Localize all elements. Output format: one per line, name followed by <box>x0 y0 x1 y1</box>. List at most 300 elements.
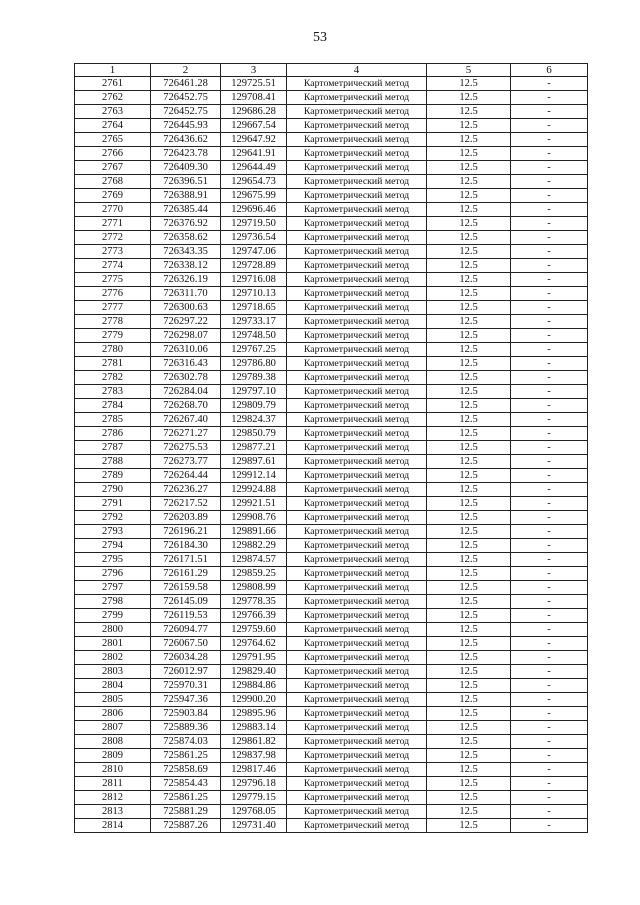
table-row <box>75 525 588 539</box>
table-row <box>75 119 588 133</box>
accuracy-cell: 12.5 <box>427 203 511 217</box>
coord-x-cell: 726300.63 <box>151 301 221 315</box>
note-cell: - <box>511 175 588 189</box>
table-row <box>75 609 588 623</box>
table-row <box>75 777 588 791</box>
method-cell: Картометрический метод <box>287 763 427 777</box>
accuracy-cell: 12.5 <box>427 147 511 161</box>
coord-x-cell: 725947.36 <box>151 693 221 707</box>
point-number-cell: 2777 <box>75 301 151 315</box>
coord-x-cell: 725889.36 <box>151 721 221 735</box>
point-number-cell: 2761 <box>75 77 151 91</box>
accuracy-cell: 12.5 <box>427 133 511 147</box>
table-row <box>75 147 588 161</box>
method-cell: Картометрический метод <box>287 483 427 497</box>
coord-x-cell: 726343.35 <box>151 245 221 259</box>
table-row <box>75 329 588 343</box>
point-number-cell: 2790 <box>75 483 151 497</box>
point-number-cell: 2803 <box>75 665 151 679</box>
coord-x-cell: 726267.40 <box>151 413 221 427</box>
point-number-cell: 2763 <box>75 105 151 119</box>
accuracy-cell: 12.5 <box>427 791 511 805</box>
method-cell: Картометрический метод <box>287 287 427 301</box>
accuracy-cell: 12.5 <box>427 259 511 273</box>
note-cell: - <box>511 399 588 413</box>
method-cell: Картометрический метод <box>287 749 427 763</box>
coord-y-cell: 129708.41 <box>221 91 287 105</box>
table-row <box>75 175 588 189</box>
coord-x-cell: 726302.78 <box>151 371 221 385</box>
table-row <box>75 315 588 329</box>
coord-x-cell: 726094.77 <box>151 623 221 637</box>
coord-y-cell: 129731.40 <box>221 819 287 833</box>
point-number-cell: 2783 <box>75 385 151 399</box>
coord-x-cell: 726034.28 <box>151 651 221 665</box>
table-row <box>75 805 588 819</box>
coord-x-cell: 726358.62 <box>151 231 221 245</box>
table-row <box>75 735 588 749</box>
method-cell: Картометрический метод <box>287 427 427 441</box>
table-body <box>75 77 588 833</box>
coord-y-cell: 129884.86 <box>221 679 287 693</box>
coord-y-cell: 129696.46 <box>221 203 287 217</box>
accuracy-cell: 12.5 <box>427 189 511 203</box>
table-row <box>75 679 588 693</box>
method-cell: Картометрический метод <box>287 147 427 161</box>
method-cell: Картометрический метод <box>287 91 427 105</box>
table-row <box>75 791 588 805</box>
accuracy-cell: 12.5 <box>427 735 511 749</box>
method-cell: Картометрический метод <box>287 105 427 119</box>
note-cell: - <box>511 581 588 595</box>
note-cell: - <box>511 441 588 455</box>
header-cell-5: 5 <box>427 64 511 77</box>
point-number-cell: 2771 <box>75 217 151 231</box>
coord-y-cell: 129766.39 <box>221 609 287 623</box>
accuracy-cell: 12.5 <box>427 707 511 721</box>
coord-y-cell: 129921.51 <box>221 497 287 511</box>
table-row <box>75 105 588 119</box>
coord-x-cell: 725854.43 <box>151 777 221 791</box>
coord-x-cell: 726388.91 <box>151 189 221 203</box>
coord-x-cell: 726012.97 <box>151 665 221 679</box>
note-cell: - <box>511 707 588 721</box>
note-cell: - <box>511 231 588 245</box>
coord-y-cell: 129809.79 <box>221 399 287 413</box>
method-cell: Картометрический метод <box>287 581 427 595</box>
coord-y-cell: 129748.50 <box>221 329 287 343</box>
point-number-cell: 2795 <box>75 553 151 567</box>
method-cell: Картометрический метод <box>287 441 427 455</box>
coord-x-cell: 726196.21 <box>151 525 221 539</box>
coord-y-cell: 129716.08 <box>221 273 287 287</box>
table-row <box>75 539 588 553</box>
table-row <box>75 399 588 413</box>
coord-y-cell: 129767.25 <box>221 343 287 357</box>
method-cell: Картометрический метод <box>287 301 427 315</box>
coord-y-cell: 129808.99 <box>221 581 287 595</box>
accuracy-cell: 12.5 <box>427 119 511 133</box>
coord-x-cell: 726268.70 <box>151 399 221 413</box>
coord-y-cell: 129764.62 <box>221 637 287 651</box>
note-cell: - <box>511 651 588 665</box>
method-cell: Картометрический метод <box>287 133 427 147</box>
coord-y-cell: 129797.10 <box>221 385 287 399</box>
note-cell: - <box>511 77 588 91</box>
coord-y-cell: 129883.14 <box>221 721 287 735</box>
coord-x-cell: 726338.12 <box>151 259 221 273</box>
coord-x-cell: 726436.62 <box>151 133 221 147</box>
method-cell: Картометрический метод <box>287 371 427 385</box>
table-row <box>75 651 588 665</box>
coord-y-cell: 129895.96 <box>221 707 287 721</box>
method-cell: Картометрический метод <box>287 497 427 511</box>
note-cell: - <box>511 735 588 749</box>
accuracy-cell: 12.5 <box>427 231 511 245</box>
point-number-cell: 2811 <box>75 777 151 791</box>
coord-y-cell: 129908.76 <box>221 511 287 525</box>
note-cell: - <box>511 777 588 791</box>
coord-y-cell: 129747.06 <box>221 245 287 259</box>
coord-y-cell: 129667.54 <box>221 119 287 133</box>
table-row <box>75 497 588 511</box>
coord-x-cell: 726396.51 <box>151 175 221 189</box>
method-cell: Картометрический метод <box>287 511 427 525</box>
coord-y-cell: 129719.50 <box>221 217 287 231</box>
header-cell-2: 2 <box>151 64 221 77</box>
accuracy-cell: 12.5 <box>427 777 511 791</box>
accuracy-cell: 12.5 <box>427 287 511 301</box>
note-cell: - <box>511 511 588 525</box>
table-row <box>75 77 588 91</box>
accuracy-cell: 12.5 <box>427 651 511 665</box>
coord-x-cell: 726271.27 <box>151 427 221 441</box>
point-number-cell: 2813 <box>75 805 151 819</box>
coord-x-cell: 725858.69 <box>151 763 221 777</box>
coord-y-cell: 129675.99 <box>221 189 287 203</box>
point-number-cell: 2812 <box>75 791 151 805</box>
header-cell-3: 3 <box>221 64 287 77</box>
point-number-cell: 2787 <box>75 441 151 455</box>
coord-y-cell: 129789.38 <box>221 371 287 385</box>
point-number-cell: 2775 <box>75 273 151 287</box>
table-row <box>75 595 588 609</box>
method-cell: Картометрический метод <box>287 693 427 707</box>
note-cell: - <box>511 105 588 119</box>
method-cell: Картометрический метод <box>287 273 427 287</box>
coord-y-cell: 129759.60 <box>221 623 287 637</box>
note-cell: - <box>511 385 588 399</box>
coord-y-cell: 129824.37 <box>221 413 287 427</box>
note-cell: - <box>511 189 588 203</box>
point-number-cell: 2799 <box>75 609 151 623</box>
point-number-cell: 2784 <box>75 399 151 413</box>
coord-y-cell: 129768.05 <box>221 805 287 819</box>
accuracy-cell: 12.5 <box>427 539 511 553</box>
coordinates-table <box>74 63 588 833</box>
method-cell: Картометрический метод <box>287 217 427 231</box>
table-row <box>75 245 588 259</box>
accuracy-cell: 12.5 <box>427 595 511 609</box>
table-row <box>75 203 588 217</box>
table-row <box>75 231 588 245</box>
method-cell: Картометрический метод <box>287 245 427 259</box>
point-number-cell: 2798 <box>75 595 151 609</box>
method-cell: Картометрический метод <box>287 791 427 805</box>
accuracy-cell: 12.5 <box>427 413 511 427</box>
coord-y-cell: 129829.40 <box>221 665 287 679</box>
page-number: 53 <box>313 30 327 45</box>
note-cell: - <box>511 721 588 735</box>
coord-y-cell: 129877.21 <box>221 441 287 455</box>
coord-x-cell: 726445.93 <box>151 119 221 133</box>
coord-y-cell: 129710.13 <box>221 287 287 301</box>
point-number-cell: 2796 <box>75 567 151 581</box>
note-cell: - <box>511 763 588 777</box>
method-cell: Картометрический метод <box>287 595 427 609</box>
method-cell: Картометрический метод <box>287 525 427 539</box>
accuracy-cell: 12.5 <box>427 749 511 763</box>
point-number-cell: 2800 <box>75 623 151 637</box>
accuracy-cell: 12.5 <box>427 441 511 455</box>
coord-y-cell: 129897.61 <box>221 455 287 469</box>
coord-y-cell: 129728.89 <box>221 259 287 273</box>
coord-x-cell: 726297.22 <box>151 315 221 329</box>
method-cell: Картометрический метод <box>287 777 427 791</box>
note-cell: - <box>511 315 588 329</box>
point-number-cell: 2791 <box>75 497 151 511</box>
table-row <box>75 133 588 147</box>
table-row <box>75 693 588 707</box>
accuracy-cell: 12.5 <box>427 469 511 483</box>
accuracy-cell: 12.5 <box>427 385 511 399</box>
coord-x-cell: 725881.29 <box>151 805 221 819</box>
table-row <box>75 707 588 721</box>
method-cell: Картометрический метод <box>287 651 427 665</box>
point-number-cell: 2779 <box>75 329 151 343</box>
point-number-cell: 2802 <box>75 651 151 665</box>
note-cell: - <box>511 497 588 511</box>
point-number-cell: 2788 <box>75 455 151 469</box>
accuracy-cell: 12.5 <box>427 77 511 91</box>
coord-y-cell: 129718.65 <box>221 301 287 315</box>
coord-y-cell: 129647.92 <box>221 133 287 147</box>
method-cell: Картометрический метод <box>287 259 427 273</box>
coord-x-cell: 726145.09 <box>151 595 221 609</box>
note-cell: - <box>511 567 588 581</box>
header-cell-1: 1 <box>75 64 151 77</box>
table-row <box>75 553 588 567</box>
coord-y-cell: 129796.18 <box>221 777 287 791</box>
coord-y-cell: 129837.98 <box>221 749 287 763</box>
coord-y-cell: 129779.15 <box>221 791 287 805</box>
method-cell: Картометрический метод <box>287 721 427 735</box>
note-cell: - <box>511 301 588 315</box>
header-cell-6: 6 <box>511 64 588 77</box>
note-cell: - <box>511 469 588 483</box>
method-cell: Картометрический метод <box>287 539 427 553</box>
point-number-cell: 2762 <box>75 91 151 105</box>
table-row <box>75 189 588 203</box>
coord-x-cell: 726298.07 <box>151 329 221 343</box>
coord-x-cell: 726236.27 <box>151 483 221 497</box>
note-cell: - <box>511 147 588 161</box>
table-row <box>75 483 588 497</box>
table-row <box>75 161 588 175</box>
coord-x-cell: 725887.26 <box>151 819 221 833</box>
point-number-cell: 2806 <box>75 707 151 721</box>
table-row <box>75 287 588 301</box>
method-cell: Картометрический метод <box>287 175 427 189</box>
coord-y-cell: 129882.29 <box>221 539 287 553</box>
table-row <box>75 819 588 833</box>
method-cell: Картометрический метод <box>287 385 427 399</box>
note-cell: - <box>511 623 588 637</box>
method-cell: Картометрический метод <box>287 819 427 833</box>
table-row <box>75 441 588 455</box>
method-cell: Картометрический метод <box>287 623 427 637</box>
method-cell: Картометрический метод <box>287 735 427 749</box>
point-number-cell: 2774 <box>75 259 151 273</box>
note-cell: - <box>511 805 588 819</box>
accuracy-cell: 12.5 <box>427 609 511 623</box>
point-number-cell: 2772 <box>75 231 151 245</box>
note-cell: - <box>511 343 588 357</box>
coord-x-cell: 725874.03 <box>151 735 221 749</box>
coord-x-cell: 726273.77 <box>151 455 221 469</box>
accuracy-cell: 12.5 <box>427 161 511 175</box>
accuracy-cell: 12.5 <box>427 329 511 343</box>
coord-y-cell: 129891.66 <box>221 525 287 539</box>
coord-x-cell: 726409.30 <box>151 161 221 175</box>
coord-x-cell: 726161.29 <box>151 567 221 581</box>
table-row <box>75 763 588 777</box>
point-number-cell: 2767 <box>75 161 151 175</box>
coord-x-cell: 726452.75 <box>151 105 221 119</box>
table-row <box>75 455 588 469</box>
coord-y-cell: 129725.51 <box>221 77 287 91</box>
method-cell: Картометрический метод <box>287 805 427 819</box>
coord-x-cell: 725861.25 <box>151 791 221 805</box>
coord-x-cell: 726171.51 <box>151 553 221 567</box>
point-number-cell: 2773 <box>75 245 151 259</box>
point-number-cell: 2805 <box>75 693 151 707</box>
point-number-cell: 2776 <box>75 287 151 301</box>
coord-x-cell: 726461.28 <box>151 77 221 91</box>
accuracy-cell: 12.5 <box>427 693 511 707</box>
accuracy-cell: 12.5 <box>427 721 511 735</box>
point-number-cell: 2793 <box>75 525 151 539</box>
note-cell: - <box>511 665 588 679</box>
coord-x-cell: 726159.58 <box>151 581 221 595</box>
accuracy-cell: 12.5 <box>427 343 511 357</box>
note-cell: - <box>511 455 588 469</box>
point-number-cell: 2769 <box>75 189 151 203</box>
note-cell: - <box>511 259 588 273</box>
note-cell: - <box>511 749 588 763</box>
note-cell: - <box>511 357 588 371</box>
method-cell: Картометрический метод <box>287 455 427 469</box>
note-cell: - <box>511 539 588 553</box>
note-cell: - <box>511 287 588 301</box>
accuracy-cell: 12.5 <box>427 665 511 679</box>
header-row <box>75 64 588 77</box>
point-number-cell: 2807 <box>75 721 151 735</box>
accuracy-cell: 12.5 <box>427 497 511 511</box>
coord-y-cell: 129641.91 <box>221 147 287 161</box>
note-cell: - <box>511 245 588 259</box>
table-row <box>75 469 588 483</box>
note-cell: - <box>511 133 588 147</box>
accuracy-cell: 12.5 <box>427 567 511 581</box>
coord-x-cell: 725861.25 <box>151 749 221 763</box>
coord-x-cell: 726217.52 <box>151 497 221 511</box>
point-number-cell: 2810 <box>75 763 151 777</box>
table-row <box>75 385 588 399</box>
table-row <box>75 413 588 427</box>
coord-y-cell: 129874.57 <box>221 553 287 567</box>
coord-y-cell: 129733.17 <box>221 315 287 329</box>
coord-x-cell: 726316.43 <box>151 357 221 371</box>
note-cell: - <box>511 371 588 385</box>
method-cell: Картометрический метод <box>287 231 427 245</box>
coord-x-cell: 725970.31 <box>151 679 221 693</box>
note-cell: - <box>511 217 588 231</box>
method-cell: Картометрический метод <box>287 189 427 203</box>
coord-y-cell: 129859.25 <box>221 567 287 581</box>
table-row <box>75 721 588 735</box>
accuracy-cell: 12.5 <box>427 273 511 287</box>
note-cell: - <box>511 91 588 105</box>
method-cell: Картометрический метод <box>287 329 427 343</box>
point-number-cell: 2797 <box>75 581 151 595</box>
table-row <box>75 665 588 679</box>
table-row <box>75 637 588 651</box>
method-cell: Картометрический метод <box>287 203 427 217</box>
coord-y-cell: 129644.49 <box>221 161 287 175</box>
note-cell: - <box>511 679 588 693</box>
coord-y-cell: 129654.73 <box>221 175 287 189</box>
table-row <box>75 511 588 525</box>
method-cell: Картометрический метод <box>287 679 427 693</box>
note-cell: - <box>511 427 588 441</box>
coord-x-cell: 726326.19 <box>151 273 221 287</box>
accuracy-cell: 12.5 <box>427 315 511 329</box>
note-cell: - <box>511 819 588 833</box>
point-number-cell: 2804 <box>75 679 151 693</box>
note-cell: - <box>511 609 588 623</box>
accuracy-cell: 12.5 <box>427 357 511 371</box>
coord-x-cell: 726385.44 <box>151 203 221 217</box>
table-row <box>75 567 588 581</box>
point-number-cell: 2794 <box>75 539 151 553</box>
coord-x-cell: 726310.06 <box>151 343 221 357</box>
note-cell: - <box>511 329 588 343</box>
point-number-cell: 2770 <box>75 203 151 217</box>
note-cell: - <box>511 119 588 133</box>
note-cell: - <box>511 203 588 217</box>
coord-x-cell: 726452.75 <box>151 91 221 105</box>
note-cell: - <box>511 413 588 427</box>
accuracy-cell: 12.5 <box>427 371 511 385</box>
table-row <box>75 217 588 231</box>
accuracy-cell: 12.5 <box>427 301 511 315</box>
table-row <box>75 91 588 105</box>
table-row <box>75 259 588 273</box>
table-row <box>75 623 588 637</box>
coord-y-cell: 129850.79 <box>221 427 287 441</box>
note-cell: - <box>511 595 588 609</box>
